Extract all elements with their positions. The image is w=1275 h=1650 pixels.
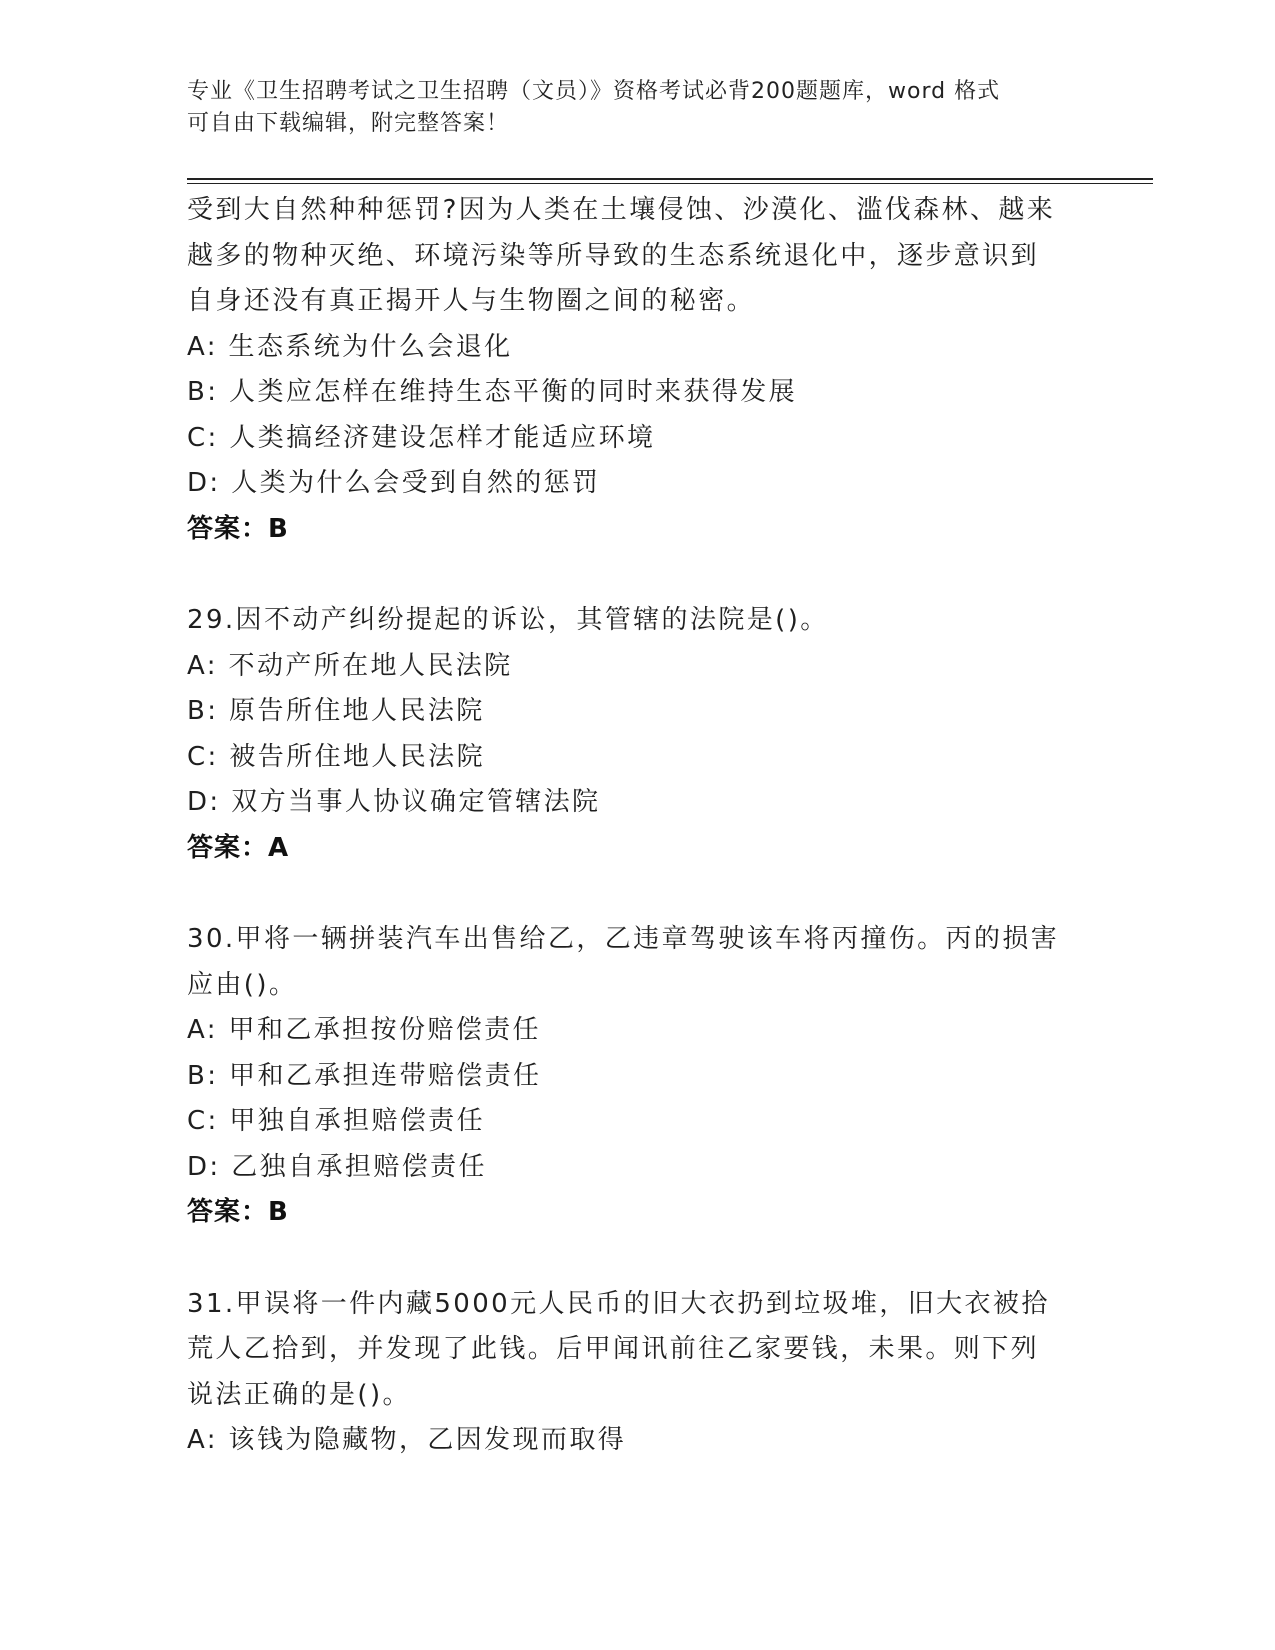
option-b: B: 甲和乙承担连带赔偿责任 bbox=[187, 1060, 542, 1091]
option-a: A: 生态系统为什么会退化 bbox=[187, 331, 513, 362]
answer-label: 答案：A bbox=[187, 832, 290, 863]
header-divider-thick bbox=[187, 178, 1153, 180]
question-stem-line: 越多的物种灭绝、环境污染等所导致的生态系统退化中，逐步意识到 bbox=[187, 240, 1040, 271]
answer-label: 答案：B bbox=[187, 513, 289, 544]
option-a: A: 不动产所在地人民法院 bbox=[187, 650, 513, 681]
option-c: C: 人类搞经济建设怎样才能适应环境 bbox=[187, 422, 656, 453]
option-a: A: 甲和乙承担按份赔偿责任 bbox=[187, 1015, 541, 1045]
question-stem-line: 30.甲将一辆拼装汽车出售给乙，乙违章驾驶该车将丙撞伤。丙的损害 bbox=[187, 924, 1060, 954]
document-header bbox=[187, 76, 1067, 140]
question-31 bbox=[187, 1282, 1087, 1464]
question-28 bbox=[187, 188, 1087, 552]
option-a: A: 该钱为隐藏物，乙因发现而取得 bbox=[187, 1425, 627, 1455]
question-stem-line: 说法正确的是()。 bbox=[187, 1379, 411, 1410]
option-d: D: 乙独自承担赔偿责任 bbox=[187, 1151, 487, 1182]
option-d: D: 双方当事人协议确定管辖法院 bbox=[187, 787, 601, 817]
question-stem-line: 应由()。 bbox=[187, 969, 298, 1000]
question-spacer bbox=[187, 871, 1087, 917]
answer-label: 答案：B bbox=[187, 1197, 289, 1227]
option-b: B: 人类应怎样在维持生态平衡的同时来获得发展 bbox=[187, 377, 798, 407]
question-stem-line: 受到大自然种种惩罚?因为人类在土壤侵蚀、沙漠化、滥伐森林、越来 bbox=[187, 195, 1056, 225]
option-b: B: 原告所住地人民法院 bbox=[187, 696, 485, 726]
header-title-line-1: 专业《卫生招聘考试之卫生招聘（文员）》资格考试必背200题题库，word 格式 bbox=[187, 79, 1001, 104]
option-c: C: 甲独自承担赔偿责任 bbox=[187, 1106, 485, 1136]
question-30 bbox=[187, 917, 1087, 1236]
question-stem-line: 29.因不动产纠纷提起的诉讼，其管辖的法院是()。 bbox=[187, 605, 829, 635]
question-29 bbox=[187, 598, 1087, 871]
question-stem-line: 自身还没有真正揭开人与生物圈之间的秘密。 bbox=[187, 286, 756, 316]
question-stem-line: 31.甲误将一件内藏5000元人民币的旧大衣扔到垃圾堆，旧大衣被拾 bbox=[187, 1288, 1050, 1319]
option-c: C: 被告所住地人民法院 bbox=[187, 741, 485, 772]
question-list bbox=[187, 188, 1087, 1464]
header-divider-thin bbox=[187, 183, 1153, 184]
header-title-line-2: 可自由下载编辑，附完整答案！ bbox=[187, 111, 510, 136]
question-spacer bbox=[187, 552, 1087, 598]
question-spacer bbox=[187, 1236, 1087, 1282]
option-d: D: 人类为什么会受到自然的惩罚 bbox=[187, 468, 601, 498]
question-stem-line: 荒人乙拾到，并发现了此钱。后甲闻讯前往乙家要钱，未果。则下列 bbox=[187, 1334, 1040, 1364]
